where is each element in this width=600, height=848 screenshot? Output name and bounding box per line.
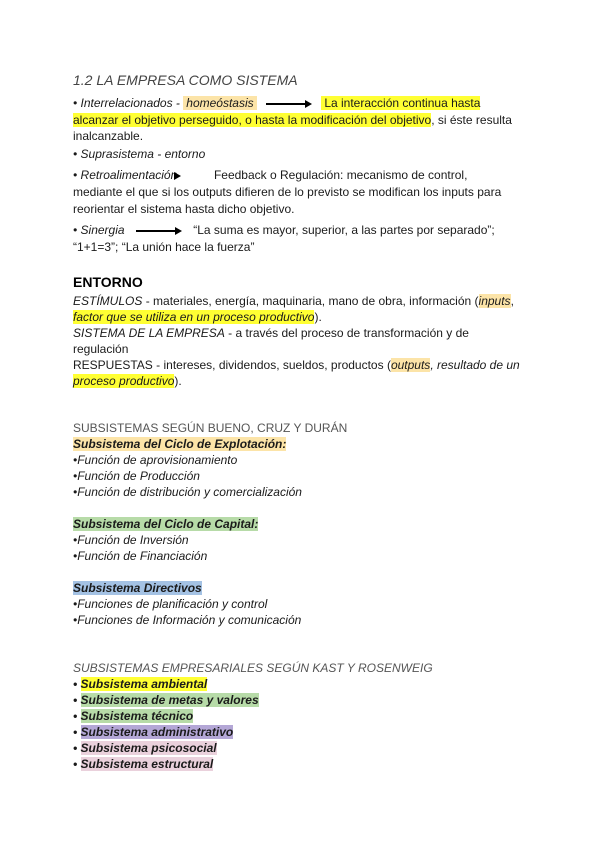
- bullet-suprasistema: • Suprasistema - entorno: [73, 147, 206, 161]
- subsystem-name: Subsistema técnico: [80, 709, 194, 723]
- subsystem-heading: Subsistema del Ciclo de Explotación:: [73, 437, 287, 451]
- definition-text: inalcanzable.: [73, 129, 144, 143]
- respuestas-label: RESPUESTAS: [73, 358, 153, 372]
- bullet-label: • Sinergia: [73, 223, 125, 237]
- arrow-icon: [266, 100, 312, 108]
- definition-line: [73, 112, 512, 128]
- bullet: •: [73, 757, 81, 771]
- punctuation: ,: [510, 294, 514, 308]
- term-outputs: outputs: [390, 358, 431, 372]
- subsystem-name: Subsistema administrativo: [80, 725, 234, 739]
- sistema-text: - a través del proceso de transformación y de: [224, 326, 469, 340]
- list-item: [73, 708, 193, 724]
- definition-text: reorientar el sistema hasta dicho objetivo.: [73, 202, 295, 216]
- bullet-retroalimentacion: [73, 167, 467, 183]
- respuestas-text: - intereses, dividendos, sueldos, productos (: [152, 358, 391, 372]
- bueno-title: SUBSISTEMAS SEGÚN BUENO, CRUZ Y DURÁN: [73, 421, 348, 435]
- outputs-definition: proceso productivo: [73, 374, 175, 388]
- list-item: •Función de Producción: [73, 469, 200, 483]
- arrow-icon: [136, 227, 182, 235]
- bullet: •: [73, 741, 81, 755]
- bullet: •: [73, 677, 81, 691]
- punctuation: ).: [174, 374, 182, 388]
- subsystem-heading-directivos: [73, 580, 202, 596]
- bullet: •: [73, 693, 81, 707]
- definition-text: Feedback o Regulación: mecanismo de control,: [213, 168, 468, 182]
- kast-title: SUBSISTEMAS EMPRESARIALES SEGÚN KAST Y ROSENWEIG: [73, 661, 433, 675]
- definition-text: , si éste resulta: [431, 113, 512, 127]
- estimulos-line: [73, 293, 514, 309]
- bullet-sinergia: [73, 222, 495, 238]
- subsystem-heading-capital: [73, 516, 258, 532]
- term-homeostasis: homeóstasis: [183, 96, 256, 110]
- sistema-line: [73, 325, 469, 341]
- list-item: [73, 740, 217, 756]
- respuestas-line: [73, 357, 520, 373]
- outputs-definition-line: [73, 373, 182, 389]
- subsystem-name: Subsistema de metas y valores: [80, 693, 259, 707]
- section-title: 1.2 LA EMPRESA COMO SISTEMA: [73, 72, 298, 88]
- subsystem-name: Subsistema estructural: [80, 757, 214, 771]
- list-item: •Función de distribución y comercialización: [73, 485, 302, 499]
- definition-text: alcanzar el objetivo perseguido, o hasta la modificación del objetivo: [73, 113, 432, 127]
- subsystem-heading: Subsistema Directivos: [73, 581, 202, 595]
- definition-text: mediante el que si los outputs difieren de lo previsto se modifican los inputs para: [73, 185, 502, 199]
- list-item: [73, 756, 213, 772]
- punctuation: ).: [314, 310, 322, 324]
- estimulos-label: ESTÍMULOS: [73, 294, 143, 308]
- bullet-interrelacionados: [73, 95, 480, 111]
- definition-text: “1+1=3”; “La unión hace la fuerza”: [73, 240, 255, 254]
- subsystem-name: Subsistema psicosocial: [80, 741, 217, 755]
- list-item: •Función de aprovisionamiento: [73, 453, 238, 467]
- definition-text: La interacción continua hasta: [321, 96, 480, 110]
- term-inputs: inputs: [478, 294, 511, 308]
- bullet-label: • Retroalimentación: [73, 168, 178, 182]
- list-item: [73, 676, 207, 692]
- list-item: •Función de Financiación: [73, 549, 208, 563]
- subsystem-name: Subsistema ambiental: [80, 677, 208, 691]
- inputs-definition: factor que se utiliza en un proceso productivo: [73, 310, 315, 324]
- estimulos-text: - materiales, energía, maquinaria, mano de obra, información (: [142, 294, 479, 308]
- inputs-definition-line: [73, 309, 322, 325]
- subsystem-heading-explotacion: [73, 436, 286, 452]
- bullet: •: [73, 725, 81, 739]
- bullet: •: [73, 709, 81, 723]
- outputs-definition: , resultado de un: [430, 358, 520, 372]
- bullet-label: • Interrelacionados -: [73, 96, 184, 110]
- list-item: •Funciones de Información y comunicación: [73, 613, 302, 627]
- sistema-text: regulación: [73, 342, 129, 356]
- definition-text: “La suma es mayor, superior, a las partes por separado”;: [193, 223, 495, 237]
- subsystem-heading: Subsistema del Ciclo de Capital:: [73, 517, 259, 531]
- list-item: [73, 692, 259, 708]
- sistema-label: SISTEMA DE LA EMPRESA: [73, 326, 225, 340]
- list-item: [73, 724, 233, 740]
- list-item: •Función de Inversión: [73, 533, 189, 547]
- list-item: •Funciones de planificación y control: [73, 597, 268, 611]
- entorno-title: ENTORNO: [73, 274, 143, 290]
